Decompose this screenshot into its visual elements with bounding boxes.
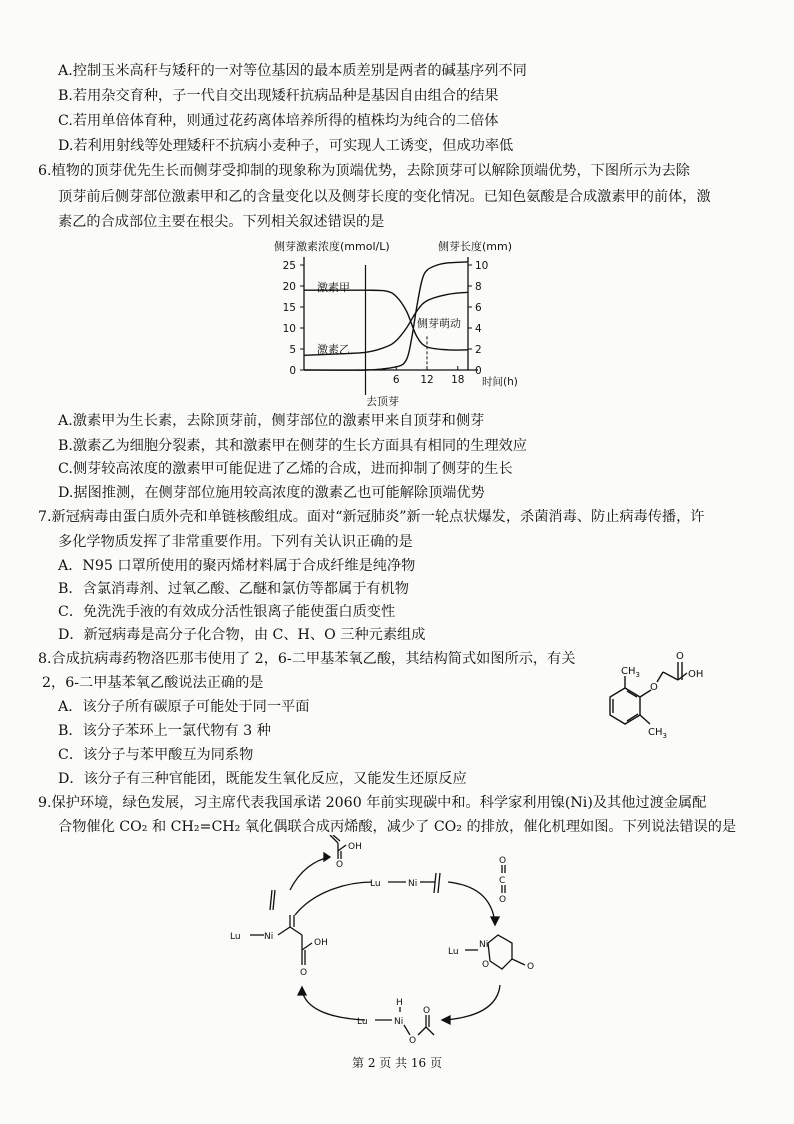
ring-o-label: O: [482, 960, 490, 970]
y-tick-label: 15: [282, 302, 296, 314]
q9-stem-line-1: 9.保护环境，绿色发展，习主席代表我国承诺 2060 年前实现碳中和。科学家利用镍(Ni)及其他过渡金属配: [38, 795, 707, 811]
left-ni-label: Ni: [264, 932, 274, 942]
bottom-lu-label: Lu: [357, 1017, 368, 1027]
q5-option-d: D.若利用射线等处理矮秆不抗病小麦种子，可实现人工诱变，但成功率低: [58, 138, 514, 154]
top-ni-label: Ni: [408, 879, 418, 889]
x-tick-label: 18: [451, 374, 465, 386]
q7-stem-line-1: 7.新冠病毒由蛋白质外壳和单链核酸组成。面对“新冠肺炎”新一轮点状爆发，杀菌消毒、防止病毒传播，许: [38, 509, 705, 525]
chart-ylabel: 侧芽激素浓度(mmol/L): [274, 240, 390, 253]
chart-y2label: 侧芽长度(mm): [438, 240, 513, 253]
hydroxyl-label: OH: [688, 669, 704, 680]
q6-stem-line-2: 顶芽前后侧芽部位激素甲和乙的含量变化以及侧芽长度的变化情况。已知色氨酸是合成激素甲的前体，激: [58, 189, 711, 205]
q8-option-d: D．该分子有三种官能团，既能发生氧化反应，又能发生还原反应: [58, 771, 467, 787]
ring-lu-label: Lu: [448, 947, 459, 957]
carbonyl-oxygen-label: O: [676, 651, 684, 662]
dimethylphenoxyacetic-acid-structure: [590, 640, 720, 755]
y2-tick-label: 10: [475, 260, 489, 272]
ring-ni-label: Ni: [479, 940, 489, 950]
y2-tick-label: 8: [475, 281, 482, 293]
top-lu-label: Lu: [370, 879, 381, 889]
co2-top-o-label: O: [499, 856, 507, 866]
hormone-chart: [262, 235, 522, 410]
x-tick-label: 12: [420, 374, 434, 386]
q7-option-a: A．N95 口罩所使用的聚丙烯材料属于合成纤维是纯净物: [58, 558, 416, 574]
y2-tick-label: 2: [475, 344, 482, 356]
q7-option-d: D．新冠病毒是高分子化合物，由 C、H、O 三种元素组成: [58, 627, 426, 643]
bottom-h-label: H: [396, 998, 403, 1008]
product-oh-label: OH: [348, 842, 362, 852]
methyl-label-top: $CH_3$: [621, 666, 640, 679]
q8-option-a: A．该分子所有碳原子可能处于同一平面: [58, 699, 310, 715]
q7-stem-line-2: 多化学物质发挥了非常重要作用。下列有关认识正确的是: [58, 534, 413, 550]
y-tick-label: 5: [289, 344, 296, 356]
marker-label: 去顶芽: [366, 395, 399, 408]
methyl-label-bottom: $CH_3$: [648, 727, 667, 740]
q6-stem-line-1: 6.植物的顶芽优先生长而侧芽受抑制的现象称为顶端优势，去除顶芽可以解除顶端优势，下图所示为去除: [38, 163, 690, 179]
q6-option-b: B.激素乙为细胞分裂素，其和激素甲在侧芽的生长方面具有相同的生理效应: [58, 438, 527, 454]
co2-c-label: C: [499, 876, 506, 886]
y2-tick-label: 0: [475, 365, 482, 377]
y-tick-label: 10: [282, 323, 296, 335]
bottom-ni-label: Ni: [394, 1017, 404, 1027]
ring-carbonyl-o-label: O: [527, 962, 535, 972]
co2-bottom-o-label: O: [499, 895, 507, 905]
q6-option-c: C.侧芽较高浓度的激素甲可能促进了乙烯的合成，进而抑制了侧芽的生长: [58, 461, 513, 477]
q7-option-c: C．免洗洗手液的有效成分活性银离子能使蛋白质变性: [58, 604, 396, 620]
xlabel: 时间(h): [482, 376, 518, 388]
left-oh-label: OH: [314, 938, 328, 948]
q5-option-a: A.控制玉米高秆与矮秆的一对等位基因的最本质差别是两者的碱基序列不同: [58, 63, 527, 79]
left-o-label: O: [300, 968, 308, 978]
catalytic-cycle-diagram: [220, 835, 560, 1045]
bottom-o-label: O: [409, 1036, 417, 1045]
page-footer: 第 2 页 共 16 页: [352, 1056, 442, 1070]
q8-stem-line-1: 8.合成抗病毒药物洛匹那韦使用了 2，6-二甲基苯氧乙酸，其结构简式如图所示，有关: [38, 651, 576, 667]
q9-stem-line-2: 合物催化 CO₂ 和 CH₂=CH₂ 氧化偶联合成丙烯酸，减少了 CO₂ 的排放，催化机理如图。下列说法错误的是: [58, 819, 737, 835]
q7-option-b: B．含氯消毒剂、过氧乙酸、乙醚和氯仿等都属于有机物: [58, 581, 409, 597]
q8-option-b: B．该分子苯环上一氯代物有 3 种: [58, 723, 271, 739]
y-tick-label: 20: [282, 281, 296, 293]
bottom-carbonyl-o-label: O: [423, 1006, 431, 1016]
q6-option-a: A.激素甲为生长素，去除顶芽前，侧芽部位的激素甲来自顶芽和侧芽: [58, 413, 485, 429]
q8-option-c: C．该分子与苯甲酸互为同系物: [58, 747, 254, 763]
series-label-hormone-a: 激素甲: [317, 281, 350, 294]
y-tick-label: 25: [282, 260, 296, 272]
y2-tick-label: 6: [475, 302, 482, 314]
product-o-label: O: [336, 860, 344, 870]
left-lu-label: Lu: [230, 932, 241, 942]
series-label-hormone-b: 激素乙: [317, 343, 350, 356]
q8-stem-line-2: 2，6-二甲基苯氧乙酸说法正确的是: [42, 675, 264, 691]
q5-option-c: C.若用单倍体育种，则通过花药离体培养所得的植株均为纯合的二倍体: [58, 113, 499, 129]
annotation-bud-sprouting: 侧芽萌动: [417, 317, 461, 330]
q6-stem-line-3: 素乙的合成部位主要在根尖。下列相关叙述错误的是: [58, 214, 385, 230]
ether-oxygen-label: O: [650, 682, 658, 693]
x-tick-label: 6: [392, 374, 400, 386]
q6-option-d: D.据图推测，在侧芽部位施用较高浓度的激素乙也可能解除顶端优势: [58, 485, 485, 501]
q5-option-b: B.若用杂交育种，子一代自交出现矮秆抗病品种是基因自由组合的结果: [58, 88, 499, 104]
y-tick-label: 0: [289, 365, 296, 377]
y2-tick-label: 4: [475, 323, 482, 335]
